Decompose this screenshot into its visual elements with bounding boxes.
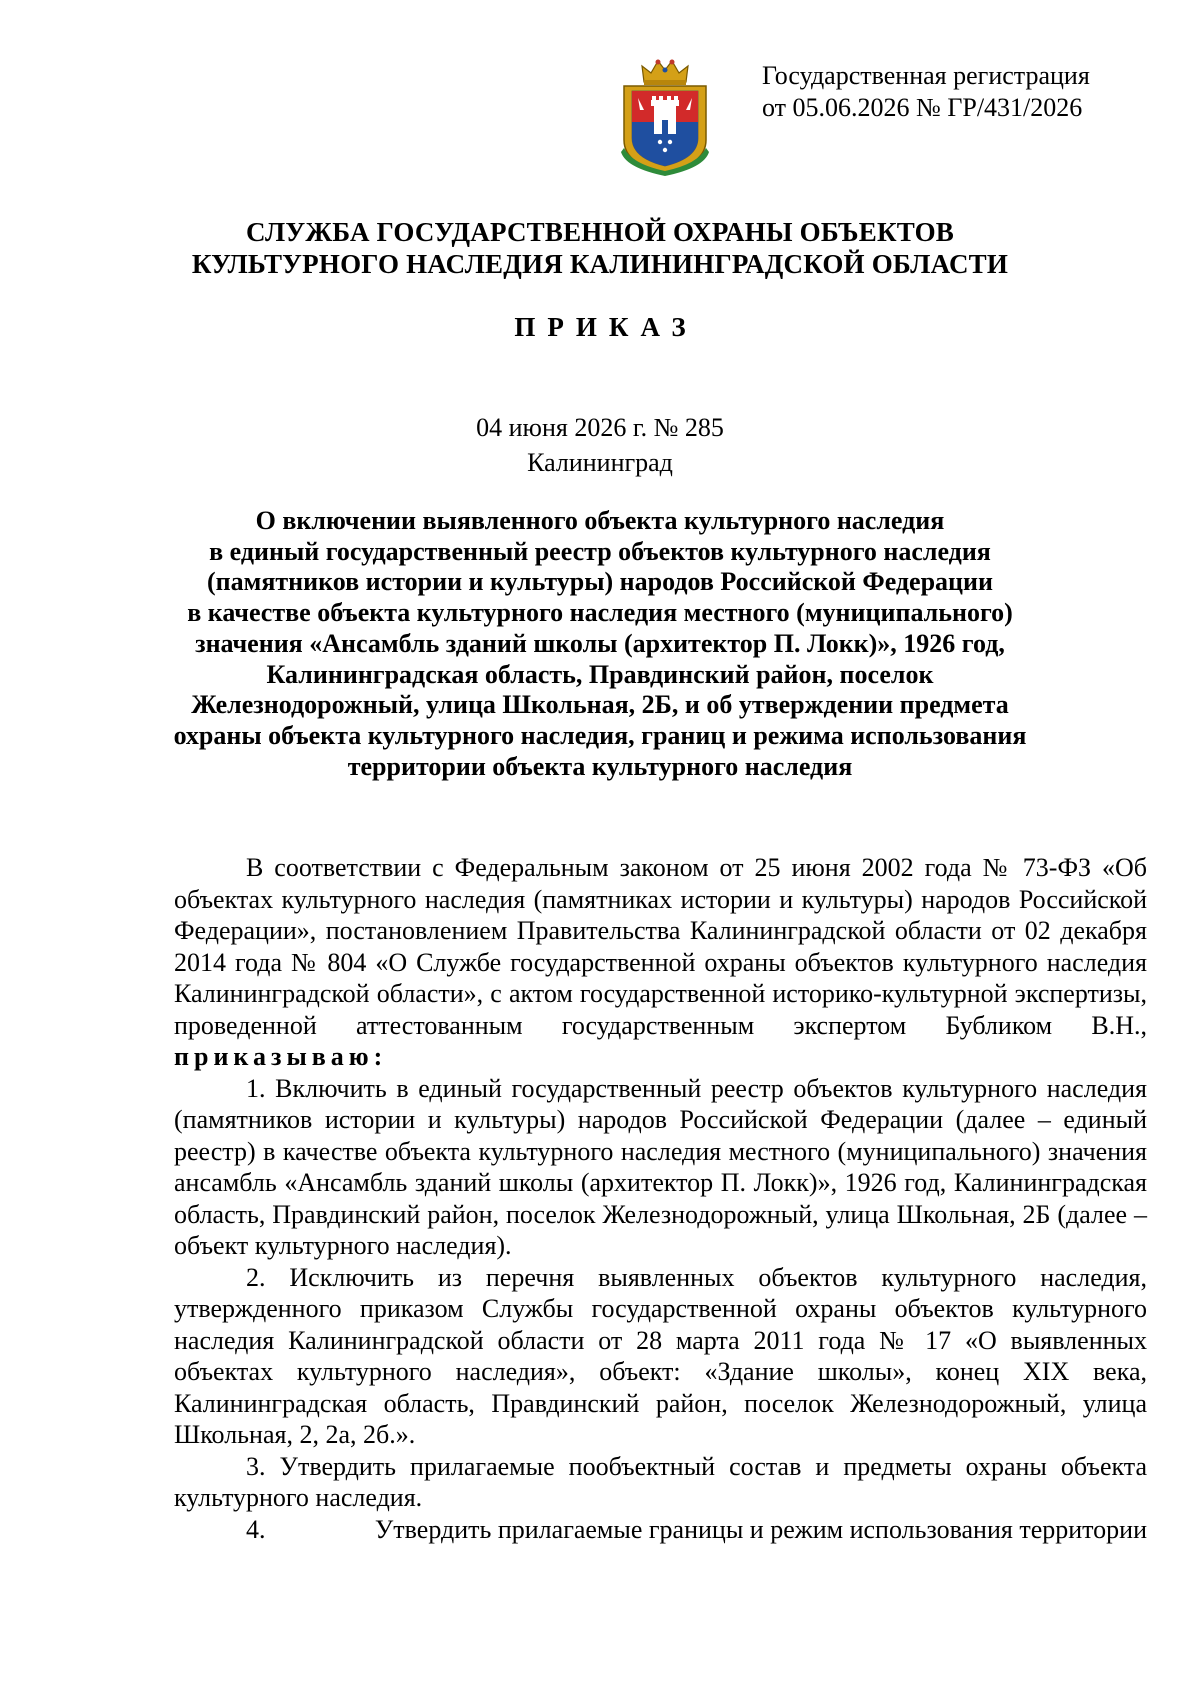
order-item-2: 2. Исключить из перечня выявленных объектов культурного наследия, утвержденного приказом Службы государственной охраны объектов культурного наследия Калининградской области от 28 марта 2011 года № 17 «О выявленных объектах культурного наследия», объект: «Здание школы», конец XIX века, Калининградская область, Правдинский район, поселок Железнодорожный, улица Школьная, 2, 2а, 2б.». (174, 1262, 1147, 1449)
subject-line: Калининградская область, Правдинский район, поселок (266, 659, 934, 689)
subject-line: О включении выявленного объекта культурного наследия (255, 506, 945, 535)
subject-line: (памятников истории и культуры) народов Российской Федерации (207, 567, 993, 597)
order-item-4-text: Утвердить прилагаемые границы и режим использования территории (374, 1514, 1147, 1544)
agency-name-line-2: КУЛЬТУРНОГО НАСЛЕДИЯ КАЛИНИНГРАДСКОЙ ОБЛАСТИ (191, 249, 1009, 279)
subject-line: охраны объекта культурного наследия, границ и режима использования (173, 720, 1027, 750)
preamble-paragraph (174, 852, 1147, 1073)
order-item-1: 1. Включить в единый государственный реестр объектов культурного наследия (памятников истории и культуры) народов Российской Федерации (далее – единый реестр) в качестве объекта культурного наследия местного (муниципального) значения ансамбль «Ансамбль зданий школы (архитектор П. Локк)», 1926 год, Калининградская область, Правдинский район, поселок Железнодорожный, улица Школьная, 2Б (далее – объект культурного наследия). (174, 1073, 1147, 1260)
order-date-number: 04 июня 2026 г. № 285 (476, 413, 724, 442)
order-item-3: 3. Утвердить прилагаемые пообъектный состав и предметы охраны объекта культурного наследия. (174, 1451, 1147, 1512)
subject-line: значения «Ансамбль зданий школы (архитектор П. Локк)», 1926 год, (195, 628, 1005, 658)
subject-line: в единый государственный реестр объектов культурного наследия (209, 536, 991, 566)
subject-line: Железнодорожный, улица Школьная, 2Б, и об утверждении предмета (191, 690, 1009, 720)
order-place: Калининград (527, 448, 673, 477)
kaliningrad-region-coat-of-arms-icon (618, 56, 712, 178)
subject-line: в качестве объекта культурного наследия местного (муниципального) (187, 598, 1013, 628)
state-registration-stamp (762, 60, 1162, 124)
registration-line-2: от 05.06.2026 № ГР/431/2026 (762, 93, 1083, 122)
document-type-title: ПРИКАЗ (514, 312, 698, 342)
order-date-block (0, 410, 1200, 480)
order-body (174, 852, 1147, 1545)
preamble-text: В соответствии с Федеральным законом от 25 июня 2002 года № 73-ФЗ «Об объектах культурного наследия (памятниках истории и культуры) народов Российской Федерации», постановлением Правительства Калининградской области от 02 декабря 2014 года № 804 «О Службе государственной охраны объектов культурного наследия Калининградской области», с актом государственной историко-культурной экспертизы, проведенной аттестованным государственным экспертом Бубликом В.Н., (174, 853, 1147, 1040)
order-subject-heading (0, 506, 1200, 782)
order-item-4-number: 4. (246, 1514, 266, 1544)
order-item-4 (174, 1514, 1147, 1546)
agency-name-line-1: СЛУЖБА ГОСУДАРСТВЕННОЙ ОХРАНЫ ОБЪЕКТОВ (246, 217, 954, 247)
subject-line: территории объекта культурного наследия (347, 751, 853, 781)
agency-name (0, 216, 1200, 280)
order-word: приказываю: (174, 1042, 388, 1071)
registration-line-1: Государственная регистрация (762, 61, 1090, 90)
